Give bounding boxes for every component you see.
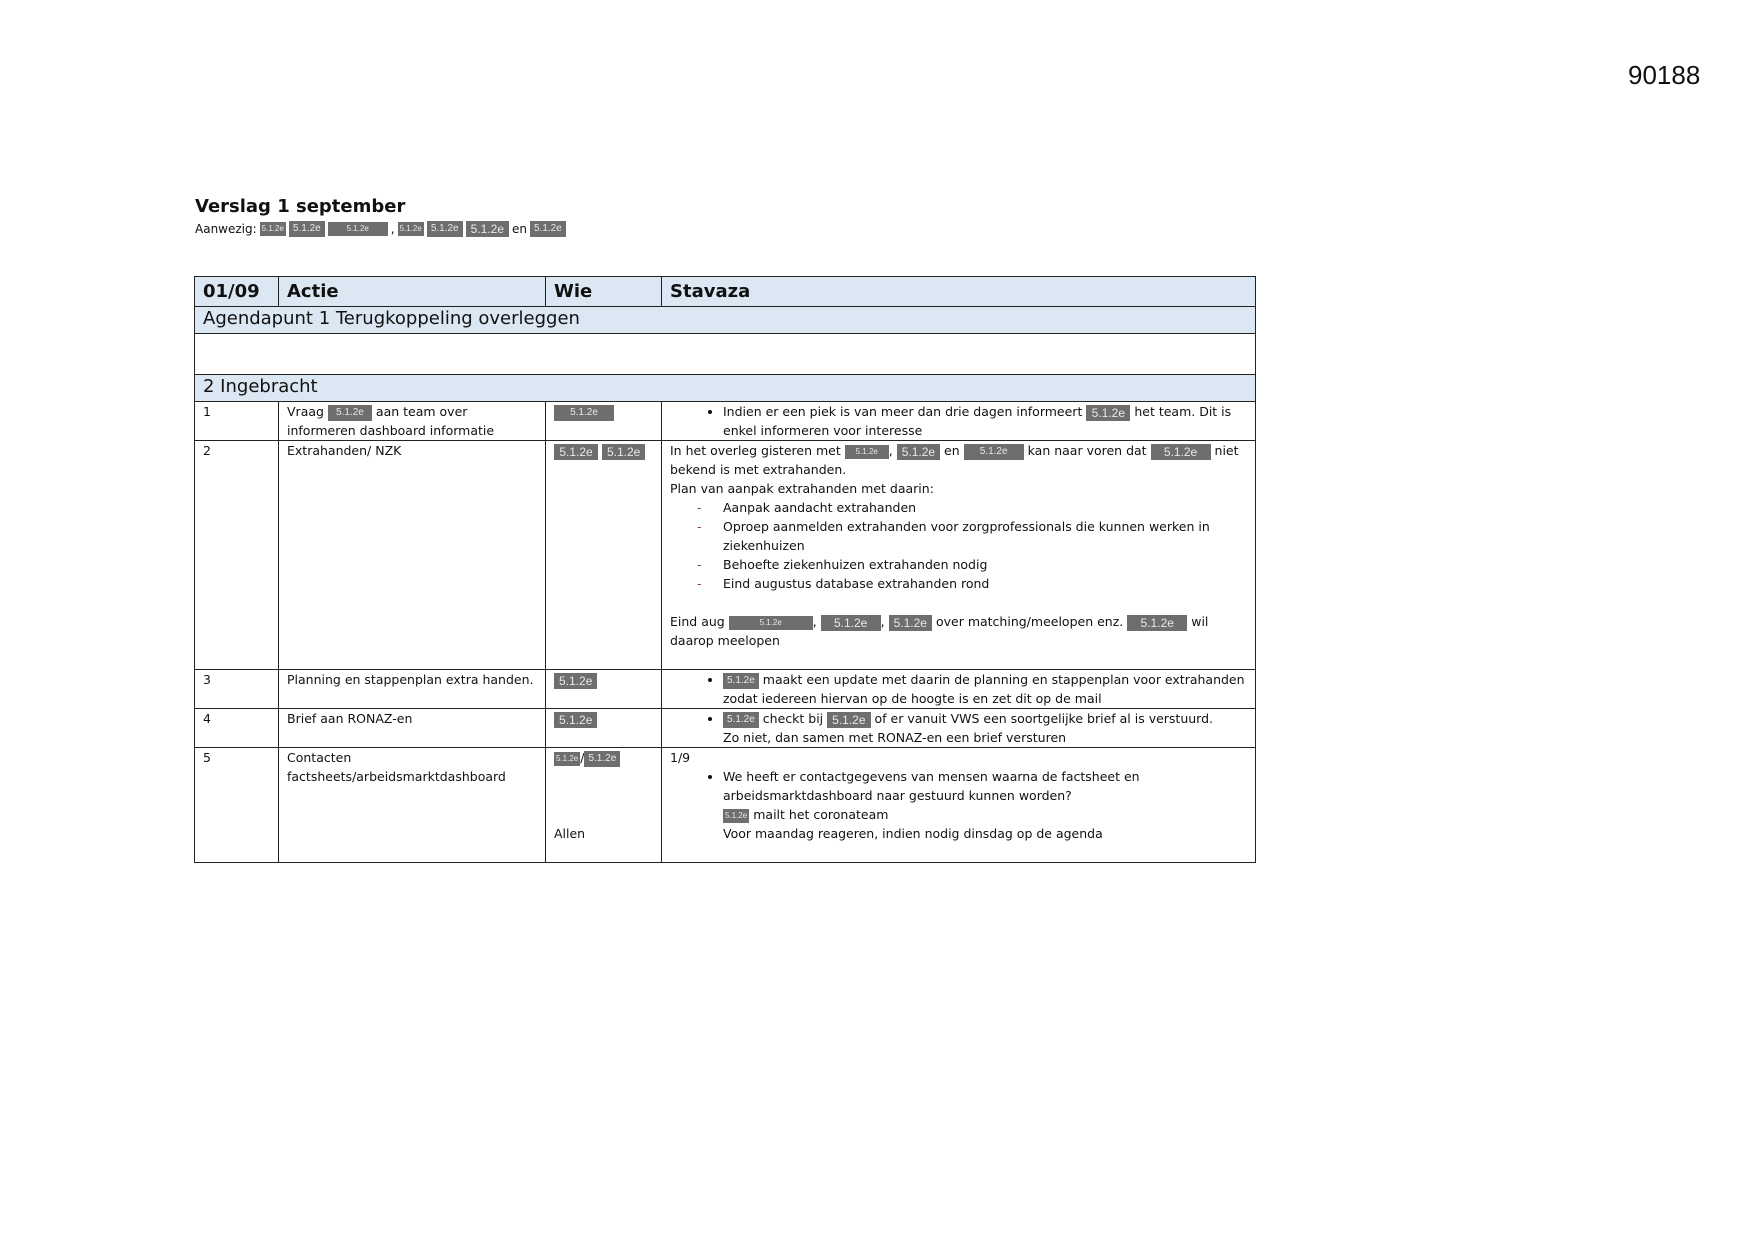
list-item: - Behoefte ziekenhuizen extrahanden nodig — [723, 555, 1247, 574]
redaction-box: 5.1.2e — [821, 615, 881, 631]
redaction-box: 5.1.2e — [723, 809, 749, 823]
table-row — [195, 670, 1256, 709]
redaction-box: 5.1.2e — [260, 222, 286, 236]
section-title-ingebracht: 2 Ingebracht — [195, 375, 1256, 402]
redaction-box: 5.1.2e — [889, 615, 932, 631]
redaction-box: 5.1.2e — [328, 222, 388, 236]
redaction-box: 5.1.2e — [554, 712, 597, 728]
redaction-box: 5.1.2e — [328, 405, 372, 421]
redaction-box: 5.1.2e — [964, 444, 1024, 460]
table-row — [195, 402, 1256, 441]
redaction-box: 5.1.2e — [554, 444, 598, 460]
row-actie: Planning en stappenplan extra handen. — [279, 670, 546, 709]
header-date: 01/09 — [195, 277, 279, 307]
redaction-box: 5.1.2e — [530, 221, 566, 237]
table-row — [195, 748, 1256, 863]
redaction-box: 5.1.2e — [554, 752, 580, 766]
row-stavaza: • 5.1.2e maakt een update met daarin de planning en stappenplan voor extrahanden zodat iedereen hiervan op de hoogte is en zet dit op de mail — [662, 670, 1256, 709]
row-actie: Brief aan RONAZ-en — [279, 709, 546, 748]
row-wie — [546, 670, 662, 709]
row-number: 4 — [195, 709, 279, 748]
document-title: Verslag 1 september — [195, 196, 406, 217]
list-item: - Eind augustus database extrahanden rond — [723, 574, 1247, 593]
redaction-box: 5.1.2e — [827, 712, 870, 728]
table-row — [195, 709, 1256, 748]
attendees-comma: , — [390, 222, 395, 236]
redaction-box: 5.1.2e — [289, 221, 325, 237]
header-wie: Wie — [546, 277, 662, 307]
row-number: 3 — [195, 670, 279, 709]
section-title-agendapunt-1: Agendapunt 1 Terugkoppeling overleggen — [195, 307, 1256, 334]
table-row — [195, 441, 1256, 670]
plan-list — [670, 498, 1247, 593]
row-actie: Contacten factsheets/arbeidsmarktdashboard — [279, 748, 546, 863]
row-actie: Vraag 5.1.2e aan team over informeren dashboard informatie — [279, 402, 546, 441]
redaction-box: 5.1.2e — [554, 405, 614, 421]
attendees-line — [195, 221, 566, 237]
row-stavaza: • Indien er een piek is van meer dan drie dagen informeert 5.1.2e het team. Dit is enkel informeren voor interesse — [662, 402, 1256, 441]
redaction-box: 5.1.2e — [1127, 615, 1187, 631]
row-number: 5 — [195, 748, 279, 863]
row-number: 2 — [195, 441, 279, 670]
list-item: - Aanpak aandacht extrahanden — [723, 498, 1247, 517]
section-row — [195, 307, 1256, 334]
redaction-box: 5.1.2e — [554, 673, 597, 689]
attendees-label: Aanwezig: — [195, 222, 257, 236]
header-stavaza: Stavaza — [662, 277, 1256, 307]
attendees-conjunction: en — [512, 222, 527, 236]
wie-allen: Allen — [554, 826, 586, 841]
redaction-box: 5.1.2e — [729, 616, 813, 630]
redaction-box: 5.1.2e — [845, 445, 889, 459]
redaction-box: 5.1.2e — [427, 221, 463, 237]
blank-row — [195, 334, 1256, 375]
redaction-box: 5.1.2e — [723, 673, 759, 689]
row-stavaza: In het overleg gisteren met 5.1.2e , 5.1.2e en 5.1.2e kan naar voren dat 5.1.2e niet bekend is met extrahanden. Plan van aanpak extrahanden met daarin: - Aanpak aandacht extrahanden - Oproep aanmelden extrahanden voor zorgprofessionals die kunnen werken in ziekenhuizen - Behoefte ziekenhuizen extrahanden nodig - Eind augustus database extrahanden rond Eind aug 5.1.2e , 5.1.2e , 5.1.2e over matching/meelopen enz. 5.1.2e wil daarop meelopen — [662, 441, 1256, 670]
redaction-box: 5.1.2e — [398, 222, 424, 236]
redaction-box: 5.1.2e — [584, 751, 620, 767]
row-stavaza: • 5.1.2e checkt bij 5.1.2e of er vanuit VWS een soortgelijke brief al is verstuurd. Zo niet, dan samen met RONAZ-en een brief versturen — [662, 709, 1256, 748]
section-row — [195, 375, 1256, 402]
row-wie — [546, 709, 662, 748]
page-number: 90188 — [1628, 60, 1701, 90]
redaction-box: 5.1.2e — [602, 444, 645, 460]
table-header-row — [195, 277, 1256, 307]
redaction-box: 5.1.2e — [1086, 405, 1130, 421]
row-wie — [546, 402, 662, 441]
row-wie: 5.1.2e / 5.1.2e Allen — [546, 748, 662, 863]
header-actie: Actie — [279, 277, 546, 307]
row-actie: Extrahanden/ NZK — [279, 441, 546, 670]
list-item: - Oproep aanmelden extrahanden voor zorgprofessionals die kunnen werken in ziekenhuizen — [723, 517, 1247, 555]
redaction-box: 5.1.2e — [466, 221, 509, 237]
row-number: 1 — [195, 402, 279, 441]
row-wie — [546, 441, 662, 670]
redaction-box: 5.1.2e — [1151, 444, 1211, 460]
minutes-table — [194, 276, 1256, 863]
row-stavaza: 1/9 • We heeft er contactgegevens van mensen waarna de factsheet en arbeidsmarktdashboard naar gestuurd kunnen worden? 5.1.2e mailt het coronateam Voor maandag reageren, indien nodig dinsdag op de agenda — [662, 748, 1256, 863]
redaction-box: 5.1.2e — [897, 444, 940, 460]
redaction-box: 5.1.2e — [723, 712, 759, 728]
